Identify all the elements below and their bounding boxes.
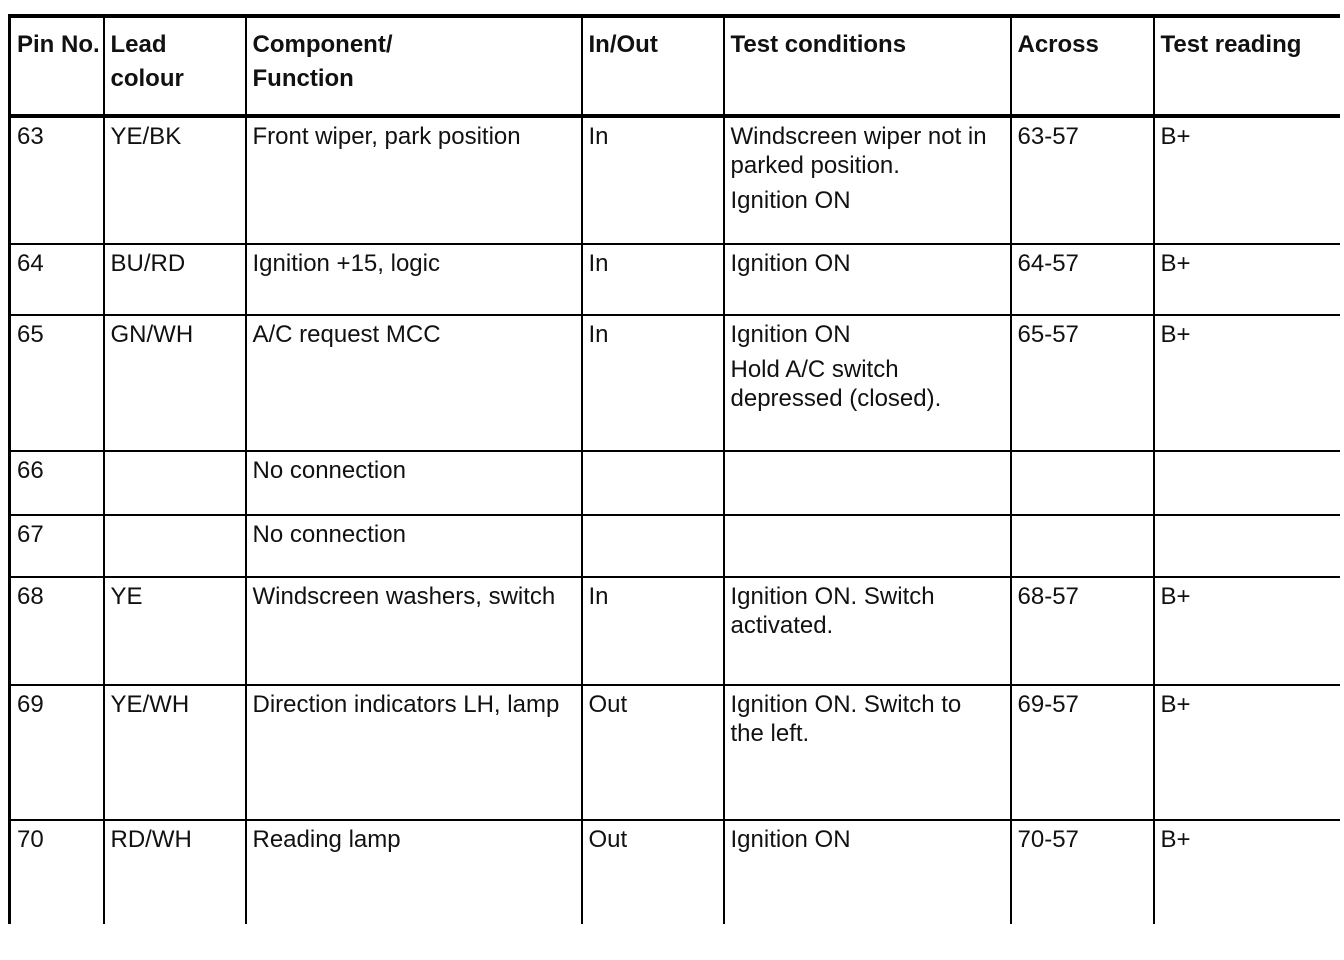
header-test-reading xyxy=(1154,16,1340,116)
header-pin-no xyxy=(10,16,104,116)
table-row xyxy=(10,685,1340,820)
test-conditions-line: Hold A/C switch xyxy=(730,356,899,383)
across-value: 70-57 xyxy=(1017,826,1079,853)
test-conditions-cell xyxy=(724,244,1011,315)
table-row xyxy=(10,820,1340,924)
test-reading-value: B+ xyxy=(1160,826,1191,853)
header-component-line2: Function xyxy=(252,65,354,92)
pin-number: 64 xyxy=(17,250,44,277)
table-row xyxy=(10,244,1340,315)
header-test-reading-label: Test reading xyxy=(1160,31,1302,58)
test-conditions-line: Ignition ON. Switch to xyxy=(730,691,962,718)
pin-cell xyxy=(10,577,104,685)
test-reading-value: B+ xyxy=(1160,583,1191,610)
test-reading-cell xyxy=(1154,451,1340,515)
across-value: 65-57 xyxy=(1017,321,1079,348)
across-cell xyxy=(1011,515,1154,577)
across-cell xyxy=(1011,315,1154,451)
test-reading-cell xyxy=(1154,515,1340,577)
in-out-value: Out xyxy=(588,691,628,718)
pin-cell xyxy=(10,451,104,515)
pin-cell xyxy=(10,244,104,315)
across-cell xyxy=(1011,244,1154,315)
in-out-cell xyxy=(582,685,724,820)
pin-number: 65 xyxy=(17,321,44,348)
pin-cell xyxy=(10,315,104,451)
lead-colour: YE xyxy=(110,583,143,610)
header-across-label: Across xyxy=(1017,31,1099,58)
pin-cell xyxy=(10,820,104,924)
across-value: 63-57 xyxy=(1017,123,1079,150)
lead-colour-cell xyxy=(104,577,246,685)
lead-colour: YE/BK xyxy=(110,123,182,150)
test-conditions-line: Windscreen wiper not in xyxy=(730,123,987,150)
in-out-cell xyxy=(582,515,724,577)
across-value: 69-57 xyxy=(1017,691,1079,718)
pin-cell xyxy=(10,685,104,820)
component-cell xyxy=(246,451,582,515)
test-reading-cell xyxy=(1154,315,1340,451)
header-test-conditions-label: Test conditions xyxy=(730,31,907,58)
header-lead-colour-line1: Lead xyxy=(110,31,167,58)
pin-number: 70 xyxy=(17,826,44,853)
across-cell xyxy=(1011,116,1154,244)
in-out-value: In xyxy=(588,321,609,348)
in-out-value: In xyxy=(588,123,609,150)
in-out-cell xyxy=(582,116,724,244)
table-row xyxy=(10,515,1340,577)
component-cell xyxy=(246,577,582,685)
lead-colour: YE/WH xyxy=(110,691,190,718)
pin-number: 63 xyxy=(17,123,44,150)
test-reading-value: B+ xyxy=(1160,691,1191,718)
lead-colour: RD/WH xyxy=(110,826,192,853)
test-conditions-cell xyxy=(724,116,1011,244)
header-component-line1: Component/ xyxy=(252,31,393,58)
test-conditions-cell xyxy=(724,315,1011,451)
test-reading-cell xyxy=(1154,577,1340,685)
table-header-row xyxy=(10,16,1340,116)
in-out-cell xyxy=(582,244,724,315)
test-reading-cell xyxy=(1154,244,1340,315)
test-conditions-line: depressed (closed). xyxy=(730,385,942,412)
pinout-table xyxy=(8,14,1340,924)
test-conditions-line: Ignition ON xyxy=(730,826,851,853)
component-function: No connection xyxy=(252,457,406,484)
pin-cell xyxy=(10,116,104,244)
across-cell xyxy=(1011,820,1154,924)
lead-colour-cell xyxy=(104,244,246,315)
pin-cell xyxy=(10,515,104,577)
header-in-out xyxy=(582,16,724,116)
test-reading-value: B+ xyxy=(1160,123,1191,150)
component-function: No connection xyxy=(252,521,406,548)
test-conditions-cell xyxy=(724,685,1011,820)
lead-colour-cell xyxy=(104,451,246,515)
component-function: Windscreen washers, switch xyxy=(252,583,556,610)
header-test-conditions xyxy=(724,16,1011,116)
lead-colour-cell xyxy=(104,315,246,451)
across-cell xyxy=(1011,451,1154,515)
table-row xyxy=(10,577,1340,685)
in-out-cell xyxy=(582,315,724,451)
header-component-function xyxy=(246,16,582,116)
across-cell xyxy=(1011,685,1154,820)
test-conditions-line: the left. xyxy=(730,720,810,747)
test-conditions-line: Ignition ON xyxy=(730,187,851,214)
lead-colour-cell xyxy=(104,820,246,924)
test-conditions-line: activated. xyxy=(730,612,834,639)
header-in-out-label: In/Out xyxy=(588,31,658,58)
component-function: A/C request MCC xyxy=(252,321,441,348)
lead-colour-cell xyxy=(104,685,246,820)
header-pin-no-label: Pin No. xyxy=(17,31,100,58)
component-cell xyxy=(246,515,582,577)
test-reading-cell xyxy=(1154,116,1340,244)
component-cell xyxy=(246,685,582,820)
component-function: Ignition +15, logic xyxy=(252,250,440,277)
test-reading-cell xyxy=(1154,820,1340,924)
test-conditions-line: Ignition ON xyxy=(730,250,851,277)
lead-colour-cell xyxy=(104,515,246,577)
component-cell xyxy=(246,820,582,924)
component-function: Reading lamp xyxy=(252,826,401,853)
test-conditions-cell xyxy=(724,820,1011,924)
table-row xyxy=(10,116,1340,244)
in-out-value: In xyxy=(588,250,609,277)
component-function: Direction indicators LH, lamp xyxy=(252,691,560,718)
component-cell xyxy=(246,315,582,451)
test-conditions-cell xyxy=(724,451,1011,515)
pin-number: 68 xyxy=(17,583,44,610)
across-value: 64-57 xyxy=(1017,250,1079,277)
test-reading-cell xyxy=(1154,685,1340,820)
pin-number: 66 xyxy=(17,457,44,484)
across-cell xyxy=(1011,577,1154,685)
lead-colour: BU/RD xyxy=(110,250,186,277)
table-row xyxy=(10,315,1340,451)
header-across xyxy=(1011,16,1154,116)
component-function: Front wiper, park position xyxy=(252,123,521,150)
pin-number: 67 xyxy=(17,521,44,548)
in-out-cell xyxy=(582,451,724,515)
test-conditions-cell xyxy=(724,577,1011,685)
test-conditions-line: Ignition ON. Switch xyxy=(730,583,935,610)
in-out-cell xyxy=(582,820,724,924)
across-value: 68-57 xyxy=(1017,583,1079,610)
component-cell xyxy=(246,116,582,244)
test-conditions-cell xyxy=(724,515,1011,577)
header-lead-colour-line2: colour xyxy=(110,65,184,92)
test-conditions-line: parked position. xyxy=(730,152,900,179)
in-out-value: In xyxy=(588,583,609,610)
test-conditions-line: Ignition ON xyxy=(730,321,851,348)
test-reading-value: B+ xyxy=(1160,250,1191,277)
lead-colour: GN/WH xyxy=(110,321,194,348)
test-reading-value: B+ xyxy=(1160,321,1191,348)
in-out-cell xyxy=(582,577,724,685)
in-out-value: Out xyxy=(588,826,628,853)
component-cell xyxy=(246,244,582,315)
table-row xyxy=(10,451,1340,515)
pin-number: 69 xyxy=(17,691,44,718)
lead-colour-cell xyxy=(104,116,246,244)
header-lead-colour xyxy=(104,16,246,116)
